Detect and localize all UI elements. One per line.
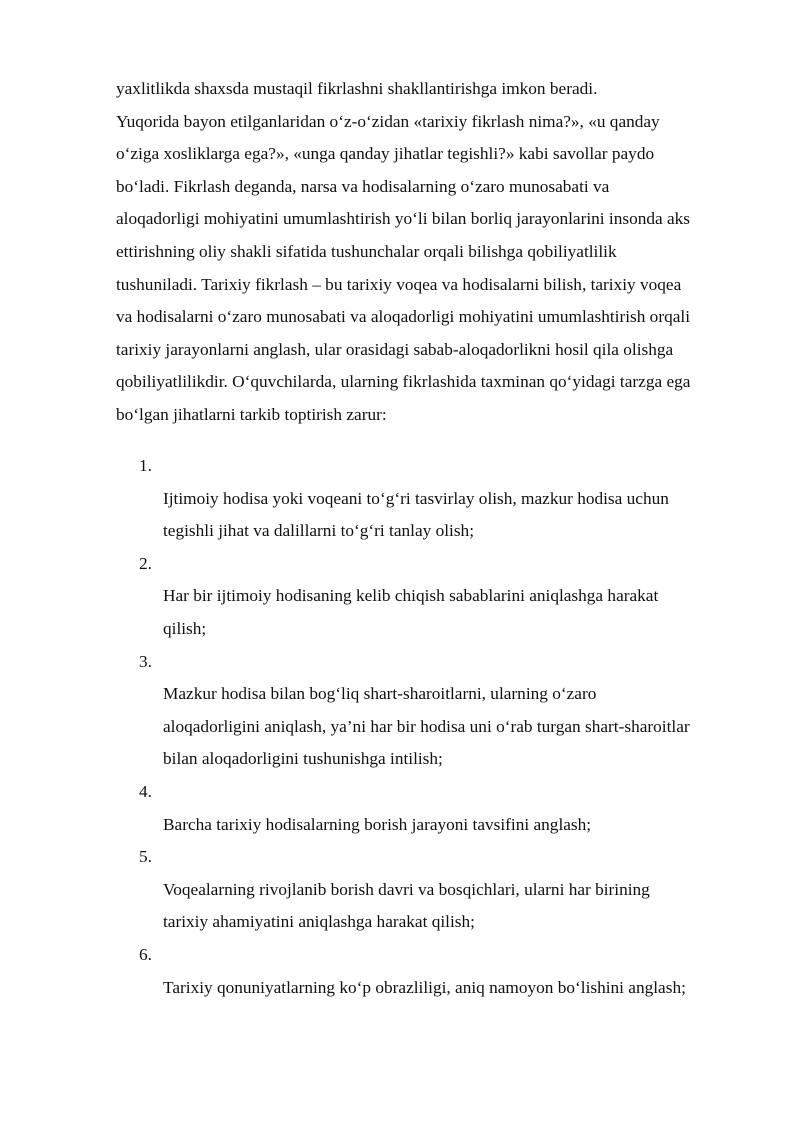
list-item-number: 6. <box>139 944 152 964</box>
list-item-text: Tarixiy qonuniyatlarning ko‘p obrazliligi, aniq namoyon bo‘lishini anglash; <box>163 977 686 997</box>
paragraph-line: va hodisalarni o‘zaro munosabati va aloqadorligi mohiyatini umumlashtirish orqali <box>116 307 690 327</box>
list-item-number: 3. <box>139 651 152 671</box>
list-item-number: 4. <box>139 781 152 801</box>
list-item-text: Mazkur hodisa bilan bog‘liq shart-sharoitlarni, ularning o‘zaro <box>163 684 597 704</box>
list-item-text: Barcha tarixiy hodisalarning borish jarayoni tavsifini anglash; <box>163 814 592 834</box>
paragraph-line: tushuniladi. Tarixiy fikrlash – bu tarixiy voqea va hodisalarni bilish, tarixiy voqea <box>116 274 682 294</box>
numbered-list <box>116 450 756 1004</box>
list-item-text: Ijtimoiy hodisa yoki voqeani to‘g‘ri tasvirlay olish, mazkur hodisa uchun <box>163 488 669 508</box>
list-item-text: tarixiy ahamiyatini aniqlashga harakat qilish; <box>163 912 475 932</box>
list-item-text: Har bir ijtimoiy hodisaning kelib chiqish sabablarini aniqlashga harakat <box>163 586 659 606</box>
list-item <box>116 548 756 646</box>
list-item <box>116 939 756 1004</box>
paragraph-line: ettirishning oliy shakli sifatida tushunchalar orqali bilishga qobiliyatlilik <box>116 241 617 261</box>
paragraph-line: o‘ziga xosliklarga ega?», «unga qanday jihatlar tegishli?» kabi savollar paydo <box>116 144 655 164</box>
list-item-number: 2. <box>139 553 152 573</box>
paragraph-line: yaxlitlikda shaxsda mustaqil fikrlashni shakllantirishga imkon beradi. <box>116 79 598 98</box>
list-item-text: tegishli jihat va dalillarni to‘g‘ri tanlay olish; <box>163 521 474 541</box>
list-item <box>116 646 756 776</box>
paragraph-line: bo‘lgan jihatlarni tarkib toptirish zarur: <box>116 404 387 424</box>
list-item-text: bilan aloqadorligini tushunishga intilish; <box>163 749 443 769</box>
paragraph-line: bo‘ladi. Fikrlash deganda, narsa va hodisalarning o‘zaro munosabati va <box>116 176 610 196</box>
paragraph-line: qobiliyatlilikdir. O‘quvchilarda, ularning fikrlashida taxminan qo‘yidagi tarzga ega <box>116 372 691 392</box>
list-item-number: 5. <box>139 847 152 867</box>
list-item <box>116 841 756 939</box>
list-item-text: qilish; <box>163 618 207 638</box>
list-item <box>116 776 756 841</box>
list-item-text: aloqadorligini aniqlash, ya’ni har bir hodisa uni o‘rab turgan shart-sharoitlar <box>163 716 690 736</box>
paragraph-line: tarixiy jarayonlarni anglash, ular orasidagi sabab-aloqadorlikni hosil qila olishga <box>116 339 674 359</box>
list-item-text: Voqealarning rivojlanib borish davri va bosqichlari, ularni har birining <box>163 879 650 899</box>
paragraph-line: Yuqorida bayon etilganlaridan o‘z-o‘zidan «tarixiy fikrlash nima?», «u qanday <box>116 111 660 131</box>
list-item <box>116 450 756 548</box>
list-item-number: 1. <box>139 456 152 475</box>
paragraph-line: aloqadorligi mohiyatini umumlashtirish yo‘li bilan borliq jarayonlarini insonda aks <box>116 209 691 229</box>
body-paragraph <box>116 73 756 432</box>
